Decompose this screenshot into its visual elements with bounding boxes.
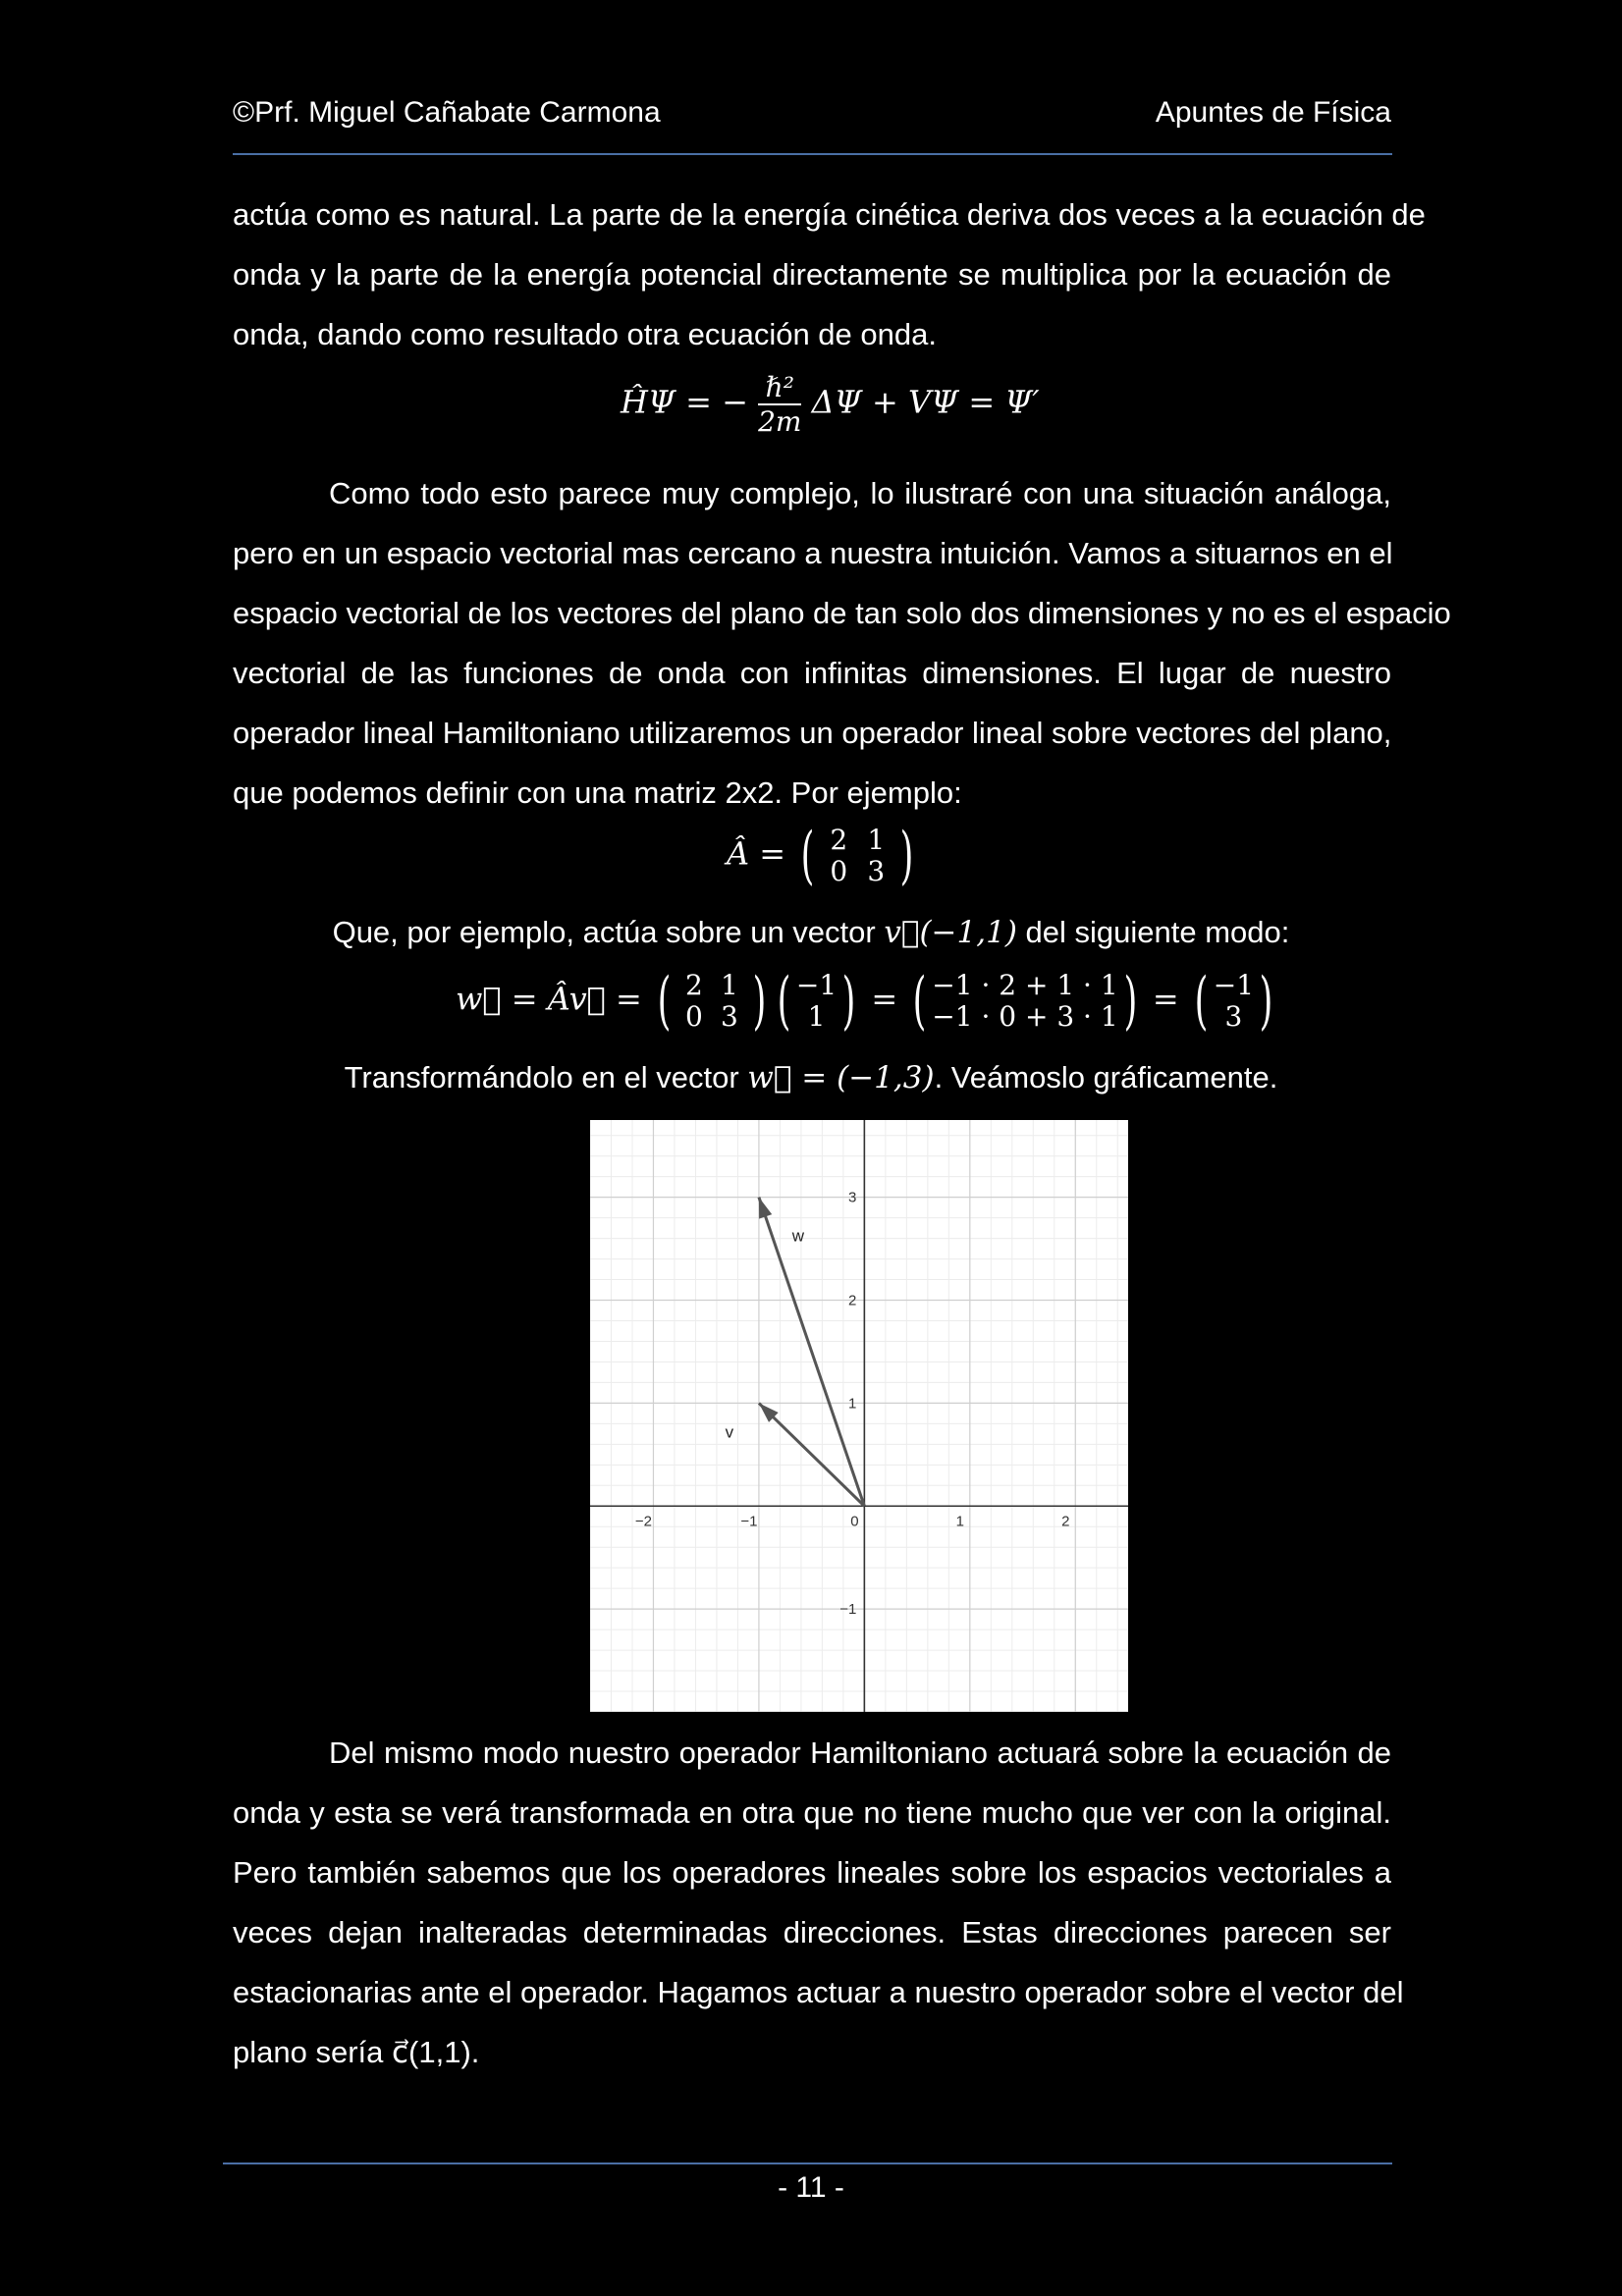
vector-w: w⃗ = (−1,3) xyxy=(747,1060,935,1095)
vector-graph xyxy=(590,1120,1128,1712)
matrix xyxy=(820,825,894,887)
y-tick-label: −1 xyxy=(839,1601,857,1619)
matrix-cell: 1 xyxy=(721,969,738,1001)
x-tick-label: 1 xyxy=(955,1513,964,1530)
y-tick-label: 3 xyxy=(848,1189,857,1206)
text-segment: del siguiente modo: xyxy=(1016,915,1290,949)
paren-left: ( xyxy=(912,965,927,1038)
matrix-cell: 0 xyxy=(685,1000,703,1033)
paragraph-1 xyxy=(233,185,1426,364)
paren-left: ( xyxy=(800,820,815,892)
text-line: espacio vectorial de los vectores del plano de tan solo dos dimensiones y no es el espacio xyxy=(233,596,1451,630)
vector-label-v: v xyxy=(725,1422,734,1442)
text-line: veces dejan inalteradas determinadas direcciones. Estas direcciones parecen ser xyxy=(233,1915,1391,1949)
text-line: actúa como es natural. La parte de la energía cinética deriva dos veces a la ecuación de xyxy=(233,197,1426,232)
text-line: que podemos definir con una matriz 2x2. Por ejemplo: xyxy=(233,775,962,810)
header-title: Apuntes de Física xyxy=(1155,96,1391,129)
page-number: - 11 - xyxy=(778,2171,844,2204)
column-vector xyxy=(1214,970,1254,1033)
text-line: onda, dando como resultado otra ecuación de onda. xyxy=(233,317,937,351)
matrix-cell: 2 xyxy=(685,969,703,1001)
column-vector xyxy=(932,970,1117,1033)
text-segment: Transformándolo en el vector xyxy=(344,1060,748,1095)
text-segment: Que, por ejemplo, actúa sobre un vector xyxy=(332,915,885,949)
fraction-numerator: ℏ² xyxy=(758,371,801,405)
text-line-4 xyxy=(0,1060,1622,1095)
x-tick-label: −1 xyxy=(740,1513,758,1530)
vector-cell: −1 xyxy=(1213,969,1255,1001)
x-tick-label: 2 xyxy=(1061,1513,1070,1530)
text-segment: . Veámoslo gráficamente. xyxy=(934,1060,1278,1095)
matrix-cell: 0 xyxy=(830,855,848,887)
text-line: vectorial de las funciones de onda con infinitas dimensiones. El lugar de nuestro xyxy=(233,656,1391,690)
vector-v xyxy=(759,1403,864,1506)
y-tick-label: 2 xyxy=(848,1292,857,1309)
column-vector xyxy=(796,970,837,1033)
vector-cell: −1 xyxy=(795,969,838,1001)
fraction xyxy=(758,371,801,438)
equals-sign: = xyxy=(1152,980,1179,1018)
matrix-cell: 3 xyxy=(721,1000,738,1033)
text-line: onda y la parte de la energía potencial directamente se multiplica por la ecuación de xyxy=(233,257,1391,292)
x-tick-label: −2 xyxy=(634,1513,653,1530)
text-line: operador lineal Hamiltoniano utilizaremos un operador lineal sobre vectores del plano, xyxy=(233,716,1392,750)
paren-right: ) xyxy=(1123,965,1138,1038)
paragraph-5 xyxy=(233,1723,1404,2082)
eq-lhs: w⃗ = Âv⃗ = xyxy=(456,980,642,1018)
header-author: ©Prf. Miguel Cañabate Carmona xyxy=(233,96,661,129)
hamiltonian-equation xyxy=(621,371,1040,438)
text-line: Del mismo modo nuestro operador Hamiltoniano actuará sobre la ecuación de xyxy=(329,1735,1391,1770)
eq-lhs: ĤΨ = − xyxy=(621,383,748,421)
x-tick-label: 0 xyxy=(850,1513,859,1530)
text-line-3 xyxy=(0,915,1622,950)
matrix-a-equation xyxy=(727,820,919,892)
eq-rhs: ΔΨ + VΨ = Ψ′ xyxy=(811,383,1040,421)
paren-left: ( xyxy=(1194,965,1209,1038)
arrowhead-w xyxy=(759,1198,772,1219)
paren-right: ) xyxy=(1259,965,1273,1038)
vector-cell: −1 · 2 + 1 · 1 xyxy=(932,969,1118,1001)
y-tick-label: 1 xyxy=(848,1395,857,1413)
fraction-denominator: 2m xyxy=(758,405,802,438)
vector-cell: 3 xyxy=(1224,1000,1243,1033)
vector-cell: −1 · 0 + 3 · 1 xyxy=(932,1000,1118,1033)
matrix-cell: 3 xyxy=(867,855,886,887)
page-header xyxy=(233,96,1391,139)
text-line: onda y esta se verá transformada en otra que no tiene mucho que ver con la original. xyxy=(233,1795,1391,1830)
vector-v: v⃗(−1,1) xyxy=(884,915,1017,950)
paragraph-2 xyxy=(233,463,1451,823)
paren-right: ) xyxy=(899,820,914,892)
vector-w xyxy=(759,1198,864,1507)
text-line: Como todo esto parece muy complejo, lo ilustraré con una situación análoga, xyxy=(329,476,1391,510)
matrix-cell: 2 xyxy=(830,824,848,856)
paren-right: ) xyxy=(841,965,856,1038)
footer-rule xyxy=(223,2163,1392,2164)
text-line: Pero también sabemos que los operadores lineales sobre los espacios vectoriales a xyxy=(233,1855,1391,1890)
text-line: plano sería c⃗(1,1). xyxy=(233,2035,480,2069)
vector-label-w: w xyxy=(791,1226,805,1246)
eq-lhs: Â = xyxy=(727,834,786,873)
equals-sign: = xyxy=(871,980,898,1018)
vector-cell: 1 xyxy=(807,1000,826,1033)
text-line: estacionarias ante el operador. Hagamos actuar a nuestro operador sobre el vector del xyxy=(233,1975,1404,2009)
text-line: pero en un espacio vectorial mas cercano a nuestra intuición. Vamos a situarnos en el xyxy=(233,536,1393,570)
paren-left: ( xyxy=(777,965,791,1038)
header-rule xyxy=(233,153,1392,155)
matrix-cell: 1 xyxy=(867,824,886,856)
matrix xyxy=(676,970,747,1033)
paren-left: ( xyxy=(657,965,672,1038)
product-equation xyxy=(456,965,1278,1038)
paren-right: ) xyxy=(752,965,767,1038)
